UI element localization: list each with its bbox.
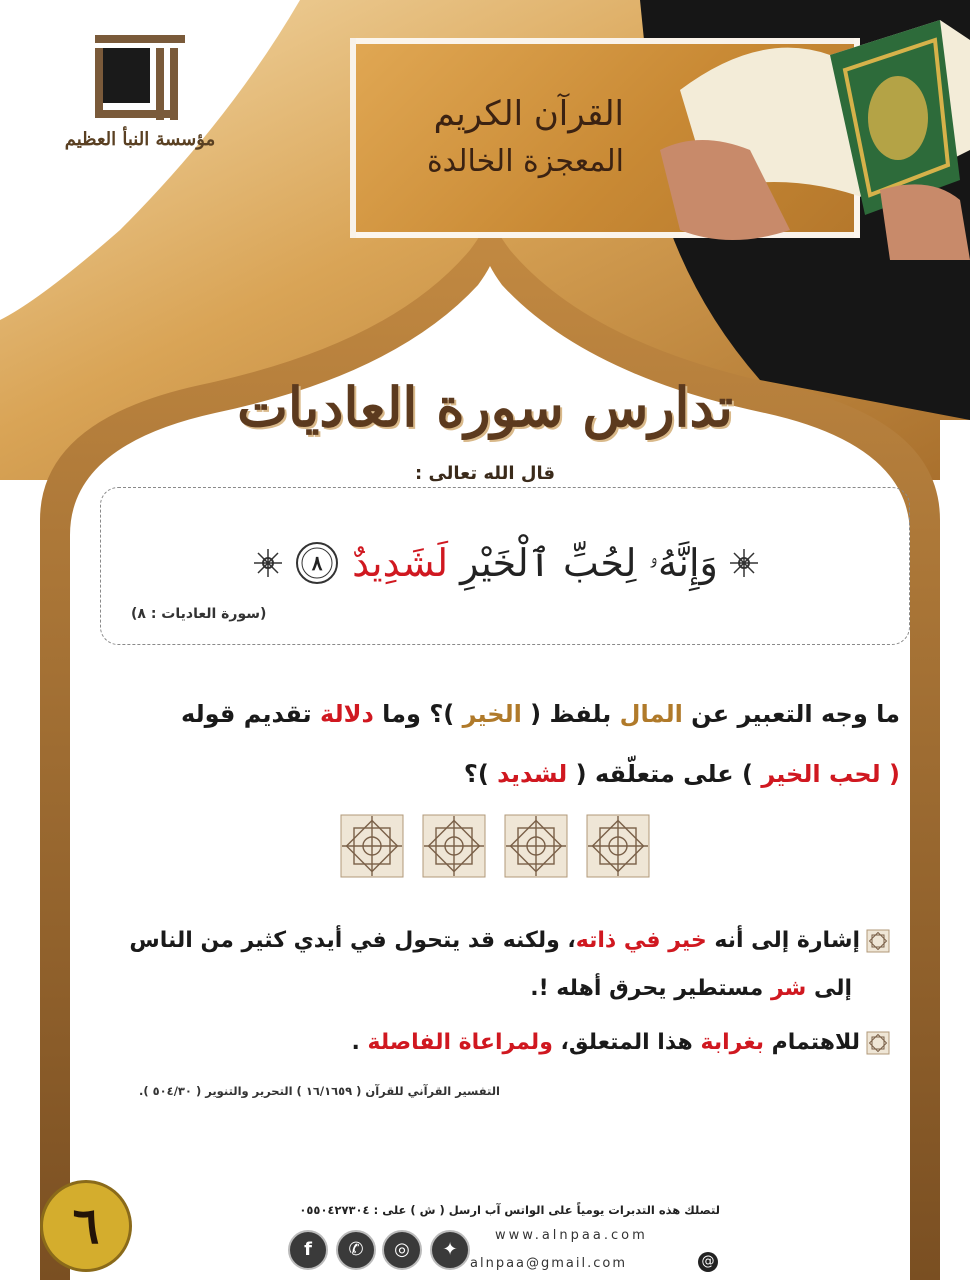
at-icon: @ [698, 1252, 718, 1272]
footer-subscribe-note: لتصلك هذه التدبرات يومياً على الواتس آب ارسل ( ش ) على : ٠٥٥٠٤٢٧٣٠٤ [299, 1203, 720, 1217]
verse-text-part2: لَشَدِيدٌ [352, 540, 449, 585]
question-highlight: دلالة [320, 700, 374, 728]
verse-row [101, 528, 911, 598]
ornament-right-icon [730, 549, 758, 577]
page-number: ٦ [72, 1196, 100, 1255]
answer-2 [130, 1030, 890, 1055]
verse-intro: قال الله تعالى : [414, 463, 555, 484]
facebook-icon[interactable]: f [288, 1230, 328, 1270]
answer-text: إلى [806, 976, 852, 1001]
question-text: تقديم قوله [181, 700, 321, 728]
answer-text: . [351, 1030, 368, 1055]
ornament-left-icon [254, 549, 282, 577]
answer-text: للاهتمام [764, 1030, 860, 1055]
question-text: بلفظ ( [521, 700, 620, 728]
geometric-tile-icon [504, 814, 568, 878]
email-link[interactable]: alnpaa@gmail.com [470, 1256, 628, 1271]
quran-book-image [640, 0, 970, 260]
verse-reference: (سورة العاديات : ٨) [131, 606, 267, 622]
decorative-tiles [340, 814, 650, 878]
banner-title-line1: القرآن الكريم [433, 94, 624, 134]
source-citation: التفسير القرآني للقرآن ( ١٦/١٦٥٩ ) التحرير والتنوير ( ٥٠٤/٣٠ ). [139, 1084, 500, 1098]
ayah-marker [294, 540, 340, 586]
logo-calligraphy-icon [90, 30, 190, 125]
question-highlight: لحب الخير [761, 760, 881, 788]
question-highlight: المال [619, 700, 683, 728]
whatsapp-icon[interactable]: ✆ [336, 1230, 376, 1270]
answer-highlight: خير في ذاته [575, 928, 707, 953]
answer-highlight: ولمراعاة الفاصلة [367, 1030, 553, 1055]
answer-text: إشارة إلى أنه [706, 928, 860, 953]
question-text: ما وجه التعبير عن [682, 700, 900, 728]
answer-1-line-2 [92, 976, 852, 1001]
organization-logo [40, 30, 240, 150]
answer-text: ، ولكنه قد يتحول في أيدي كثير من الناس [129, 928, 576, 953]
verse-text-part1: وَإِنَّهُۥ لِحُبِّ ٱلْخَيْرِ [460, 540, 718, 585]
page-title: تدارس سورة العاديات [237, 375, 733, 439]
question-text: ( [880, 760, 900, 788]
website-link[interactable]: www.alnpaa.com [495, 1228, 648, 1243]
question-text: )؟ وما [373, 700, 463, 728]
question-line-1 [120, 700, 900, 728]
answer-highlight: شر [770, 976, 807, 1001]
answer-highlight: بغرابة [700, 1030, 764, 1055]
bullet-tile-icon [866, 1031, 890, 1055]
question-text: ) على متعلّقه ( [567, 760, 762, 788]
geometric-tile-icon [340, 814, 404, 878]
answer-text: مستطير يحرق أهله !. [530, 976, 771, 1001]
bullet-tile-icon [866, 929, 890, 953]
verse-box [100, 487, 910, 645]
twitter-icon[interactable]: ✦ [430, 1230, 470, 1270]
question-text: )؟ [463, 760, 498, 788]
answer-text: هذا المتعلق، [552, 1030, 701, 1055]
answer-1-line-1 [130, 928, 890, 953]
logo-text: مؤسسة النبأ العظيم [64, 129, 216, 150]
banner-title-line2: المعجزة الخالدة [426, 144, 624, 179]
question-line-2 [120, 760, 900, 788]
verse-text [352, 541, 718, 586]
question-highlight: الخير [462, 700, 522, 728]
instagram-icon[interactable]: ◎ [382, 1230, 422, 1270]
geometric-tile-icon [422, 814, 486, 878]
page-number-badge [40, 1180, 132, 1272]
geometric-tile-icon [586, 814, 650, 878]
ayah-number: ٨ [311, 551, 323, 575]
question-highlight: لشديد [497, 760, 568, 788]
